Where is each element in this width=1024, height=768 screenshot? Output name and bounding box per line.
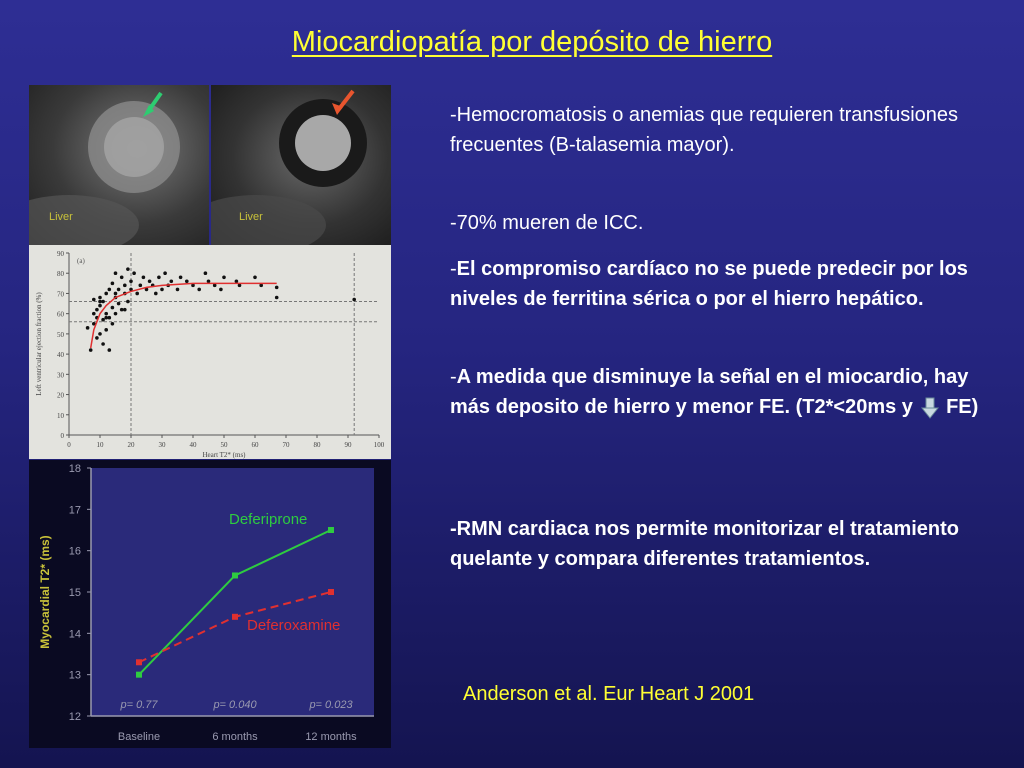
data-point	[104, 328, 108, 332]
data-point	[126, 300, 130, 304]
data-point	[111, 322, 115, 326]
x-tick-label: 40	[189, 441, 197, 449]
data-point	[101, 342, 105, 346]
data-point	[170, 280, 174, 284]
data-point	[213, 284, 217, 288]
series-point	[328, 589, 334, 595]
data-point	[111, 306, 115, 310]
data-point	[139, 284, 143, 288]
y-tick-label: 80	[57, 270, 64, 279]
data-point	[185, 280, 189, 284]
line-chart-panel	[29, 460, 391, 748]
liver-label-right: Liver	[239, 211, 263, 223]
y-tick-label: 13	[68, 669, 81, 682]
data-point	[219, 288, 223, 292]
x-tick-label: 30	[158, 441, 166, 449]
data-point	[114, 271, 118, 275]
p-value-label: p= 0.023	[309, 699, 353, 711]
data-point	[207, 280, 211, 284]
p-value-label: p= 0.040	[213, 699, 257, 711]
y-tick-label: 0	[60, 432, 64, 440]
series-point	[136, 672, 142, 678]
data-point	[108, 316, 112, 320]
x-tick-label: 70	[282, 441, 290, 449]
x-tick-label: 0	[67, 441, 71, 449]
slide-title: Miocardiopatía por depósito de hierro	[291, 26, 773, 58]
x-tick-label: 6 months	[212, 731, 258, 743]
x-tick-label: 100	[373, 441, 385, 449]
y-axis-label: Left ventricular ejection fraction (%)	[35, 292, 43, 396]
data-point	[108, 288, 112, 292]
data-point	[92, 298, 96, 302]
data-point	[238, 284, 242, 288]
bullet-rmn: -RMN cardiaca nos permite monitorizar el tratamiento quelante y compara diferentes tratamientos.	[450, 518, 960, 570]
x-tick-label: 20	[127, 441, 135, 449]
data-point	[89, 348, 93, 352]
panel-label: (a)	[77, 257, 85, 265]
data-point	[101, 300, 105, 304]
data-point	[163, 271, 167, 275]
y-tick-label: 40	[57, 351, 64, 360]
y-tick-label: 14	[68, 628, 81, 641]
data-point	[95, 308, 99, 312]
y-tick-label: 15	[68, 587, 81, 599]
data-point	[98, 300, 102, 304]
x-tick-label: Baseline	[117, 731, 161, 743]
bullet-mortality: -70% mueren de ICC.	[450, 212, 644, 234]
series-label-deferoxamine: Deferoxamine	[247, 617, 341, 634]
bullet-ferritin-text: El compromiso cardíaco no se puede predecir por los niveles de ferritina sérica o por el hierro hepático.	[450, 258, 968, 310]
data-point	[101, 318, 105, 322]
data-point	[157, 275, 161, 279]
data-point	[114, 292, 118, 296]
data-point	[98, 296, 102, 300]
y-tick-label: 17	[68, 504, 81, 517]
data-point	[111, 282, 115, 286]
data-point	[120, 275, 124, 279]
data-point	[104, 312, 108, 316]
x-tick-label: 12 months	[305, 731, 357, 743]
fit-curve	[91, 283, 277, 348]
data-point	[114, 312, 118, 316]
data-point	[123, 308, 127, 312]
data-point	[176, 288, 180, 292]
data-point	[108, 348, 112, 352]
data-point	[104, 292, 108, 296]
y-tick-label: 18	[68, 463, 81, 475]
data-point	[98, 304, 102, 308]
data-point	[86, 326, 90, 330]
data-point	[352, 298, 356, 302]
x-tick-label: 90	[344, 441, 352, 449]
x-axis-label: Heart T2* (ms)	[202, 451, 246, 459]
down-arrow-icon	[921, 397, 939, 419]
bullet-signal-text: A medida que disminuye la señal en el miocardio, hay más deposito de hierro y menor FE. (T2*<20ms y	[450, 366, 969, 418]
y-tick-label: 12	[68, 711, 81, 723]
p-value-label: p= 0.77	[120, 699, 158, 711]
mri-image-right	[211, 85, 391, 245]
data-point	[154, 292, 158, 296]
y-tick-label: 10	[57, 411, 64, 420]
data-point	[204, 271, 208, 275]
y-tick-label: 16	[68, 545, 81, 558]
y-tick-label: 70	[57, 290, 64, 299]
data-point	[104, 316, 108, 320]
data-point	[179, 275, 183, 279]
data-point	[275, 296, 279, 300]
citation: Anderson et al. Eur Heart J 2001	[463, 683, 755, 705]
data-point	[123, 284, 127, 288]
liver-label-left: Liver	[49, 211, 73, 223]
x-tick-label: 60	[251, 441, 259, 449]
data-point	[148, 280, 152, 284]
data-point	[120, 308, 124, 312]
bullet-ferritin	[450, 254, 990, 314]
x-tick-label: 50	[220, 441, 228, 449]
line-chart	[29, 460, 391, 748]
y-tick-label: 20	[57, 391, 64, 400]
y-tick-label: 50	[57, 330, 64, 339]
data-point	[253, 275, 257, 279]
y-tick-label: 30	[57, 371, 64, 380]
mri-image-left	[29, 85, 209, 245]
y-tick-label: 60	[57, 310, 64, 319]
data-point	[126, 267, 130, 271]
scatter-chart-panel	[29, 245, 391, 459]
data-point	[98, 332, 102, 336]
series-point	[232, 614, 238, 620]
series-label-deferiprone: Deferiprone	[229, 511, 308, 528]
data-point	[235, 280, 239, 284]
data-point	[135, 292, 139, 296]
data-point	[197, 288, 201, 292]
data-point	[117, 288, 121, 292]
bullet-dash: -	[450, 366, 457, 388]
data-point	[160, 288, 164, 292]
data-point	[129, 280, 133, 284]
series-point	[232, 572, 238, 578]
y-axis-label: Myocardial T2* (ms)	[38, 535, 52, 649]
data-point	[222, 275, 226, 279]
series-point	[328, 527, 334, 533]
bullet-hemocromatosis: -Hemocromatosis o anemias que requieren transfusiones frecuentes (B-talasemia mayor).	[450, 104, 959, 156]
data-point	[117, 302, 121, 306]
data-point	[259, 284, 263, 288]
scatter-chart	[29, 245, 391, 459]
x-tick-label: 80	[313, 441, 321, 449]
data-point	[275, 286, 279, 290]
bullet-signal-end: FE)	[946, 396, 979, 418]
mri-right-drawing	[211, 85, 391, 245]
data-point	[95, 336, 99, 340]
bullet-signal	[450, 362, 990, 422]
data-point	[92, 312, 96, 316]
y-tick-label: 90	[57, 250, 64, 258]
series-point	[136, 659, 142, 665]
data-point	[132, 271, 136, 275]
x-tick-label: 10	[96, 441, 104, 449]
data-point	[142, 275, 146, 279]
bullet-dash: -	[450, 258, 457, 280]
